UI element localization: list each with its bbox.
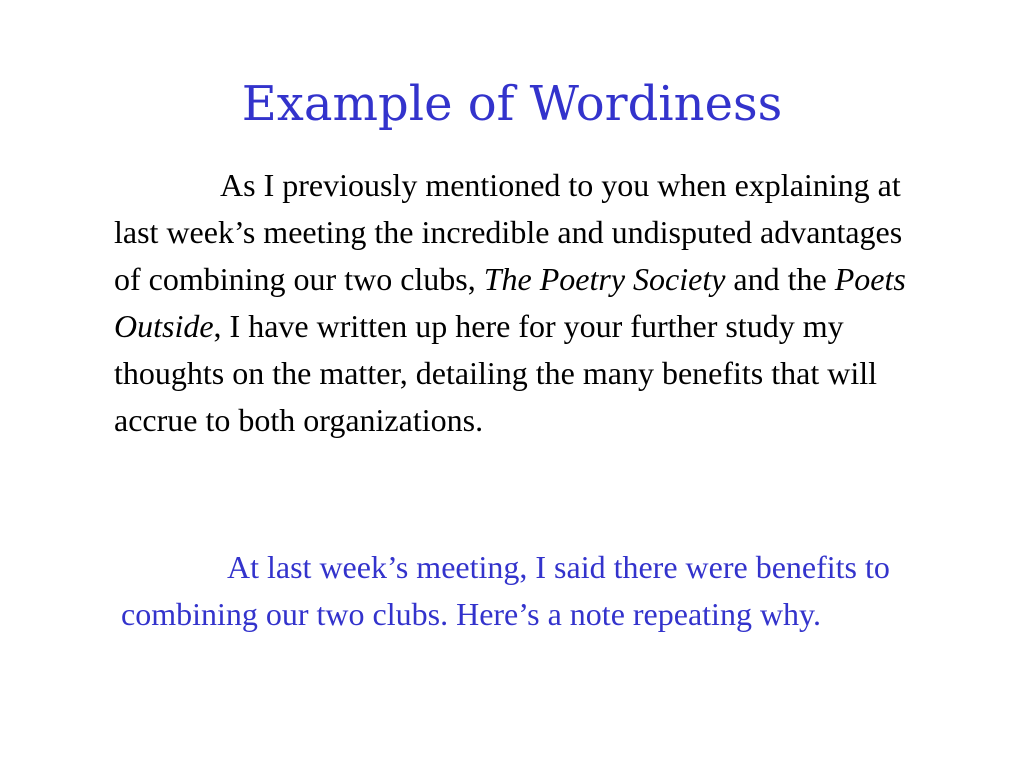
club-name-poets-outside: Poets Outside [114,261,906,344]
wordy-text-part-3: , I have written up here for your further study my thoughts on the matter, detailing the many benefits that will accrue to both organizations. [114,308,877,438]
wordy-text-part-1: As I previously mentioned to you when explaining at last week’s meeting the incredible and undisputed advantages of combining our two clubs, [114,167,903,297]
wordy-example-paragraph [114,162,914,444]
wordy-text-part-2: and the [725,261,835,297]
slide-title: Example of Wordiness [241,76,783,132]
concise-example-paragraph: At last week’s meeting, I said there were benefits to combining our two clubs. Here’s a note repeating why. [121,549,890,632]
club-name-poetry-society: The Poetry Society [483,261,726,297]
